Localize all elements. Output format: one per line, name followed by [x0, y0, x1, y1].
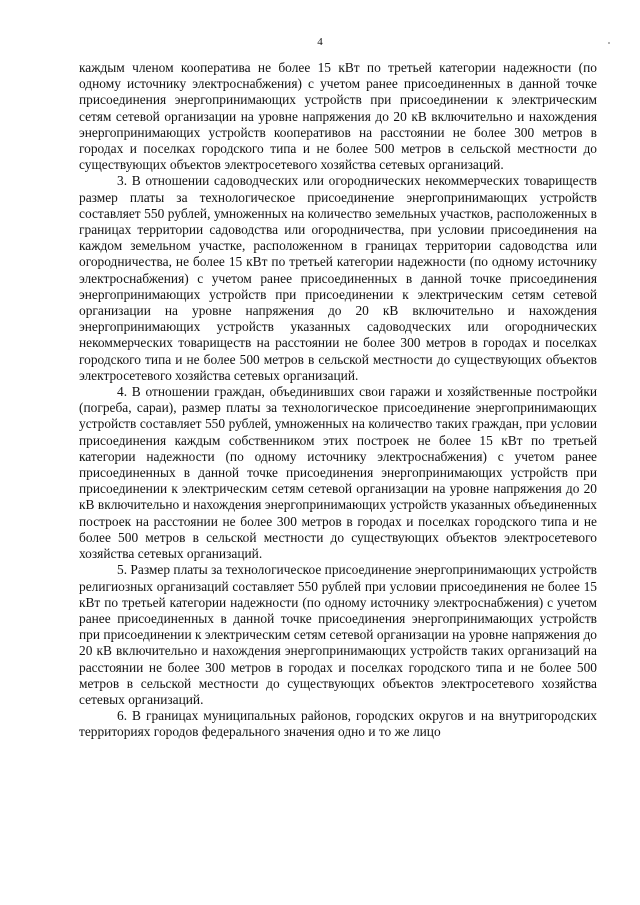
- document-body: [79, 60, 597, 741]
- paragraph-item-3: 3. В отношении садоводческих или огороднических некоммерческих товариществ размер платы за технологическое присоединение энергопринимающих устройств составляет 550 рублей, умноженных на количество земельных участков, расположенных в границах территории садоводства или огородничества, при условии присоединения на каждом земельном участке, расположенном в границах территории садоводства или огородничества, не более 15 кВт по третьей категории надежности (по одному источнику электроснабжения) с учетом ранее присоединенных в данной точке присоединения энергопринимающих устройств при присоединении к электрическим сетям сетевой организации на уровне напряжения до 20 кВ включительно и нахождения энергопринимающих устройств указанных садоводческих или огороднических некоммерческих товариществ на расстоянии не более 300 метров в городах и поселках городского типа и не более 500 метров в сельской местности до существующих объектов электросетевого хозяйства сетевых организаций.: [79, 173, 597, 383]
- scan-speck: [608, 42, 610, 44]
- paragraph-item-5: 5. Размер платы за технологическое присоединение энергопринимающих устройств религиозных организаций составляет 550 рублей при условии присоединения не более 15 кВт по третьей категории надежности (по одному источнику электроснабжения) с учетом ранее присоединенных в данной точке присоединения энергопринимающих устройств при присоединении к электрическим сетям сетевой организации на уровне напряжения до 20 кВ включительно и нахождения энергопринимающих устройств таких организаций на расстоянии не более 300 метров в городах и поселках городского типа и не более 500 метров в сельской местности до существующих объектов электросетевого хозяйства сетевых организаций.: [79, 562, 597, 707]
- paragraph-item-6: 6. В границах муниципальных районов, городских округов и на внутригородских территориях городов федерального значения одно и то же лицо: [79, 708, 597, 740]
- page-number: 4: [317, 36, 323, 48]
- paragraph-continuation: каждым членом кооператива не более 15 кВт по третьей категории надежности (по одному источнику электроснабжения) с учетом ранее присоединенных в данной точке присоединения энергопринимающих устройств при присоединении к электрическим сетям сетевой организации на уровне напряжения до 20 кВ включительно и нахождения энергопринимающих устройств кооперативов на расстоянии не более 300 метров в городах и поселках городского типа и не более 500 метров в сельской местности до существующих объектов электросетевого хозяйства сетевых организаций.: [79, 60, 597, 173]
- paragraph-item-4: 4. В отношении граждан, объединивших свои гаражи и хозяйственные постройки (погреба, сараи), размер платы за технологическое присоединение энергопринимающих устройств составляет 550 рублей, умноженных на количество таких граждан, при условии присоединения каждым собственником этих построек не более 15 кВт по третьей категории надежности (по одному источнику электроснабжения) с учетом ранее присоединенных в данной точке присоединения энергопринимающих устройств при присоединении к электрическим сетям сетевой организации на уровне напряжения до 20 кВ включительно и нахождения энергопринимающих устройств указанных объединенных построек на расстоянии не более 300 метров в городах и поселках городского типа и не более 500 метров в сельской местности до существующих объектов электросетевого хозяйства сетевых организаций.: [79, 384, 597, 562]
